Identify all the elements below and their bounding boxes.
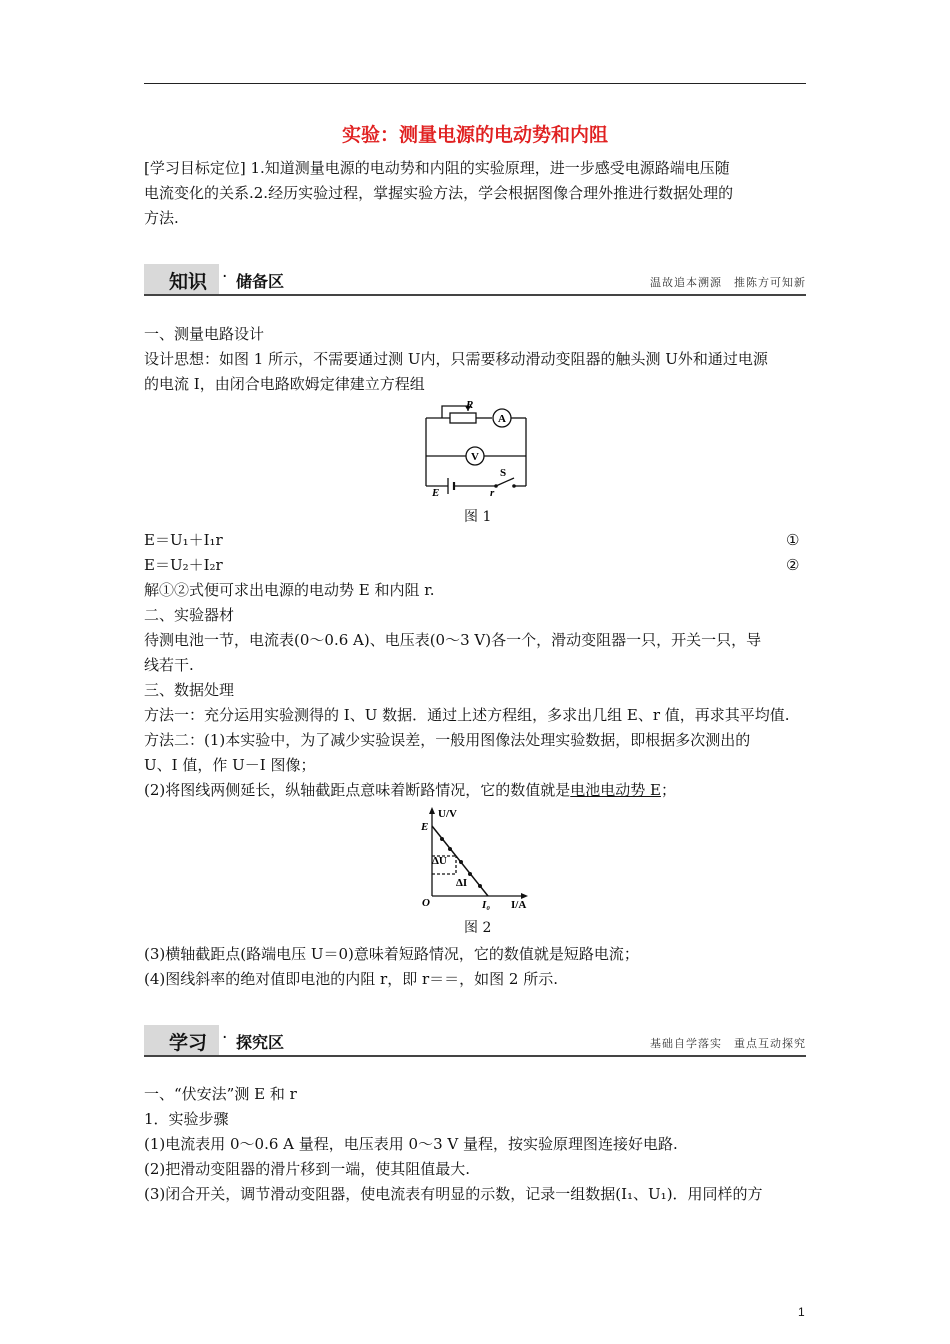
method-2-line-2: U、I 值，作 U－I 图像； — [144, 756, 316, 774]
slider-wire — [442, 406, 468, 418]
step-2-end: ； — [660, 781, 676, 799]
equation-1: E＝U₁＋I₁r — [144, 531, 223, 549]
paragraph-equipment-2: 线若干. — [144, 656, 194, 674]
section-header-slogan: 温故追本溯源 推陈方可知新 — [650, 276, 806, 289]
figure-2-caption: 图 2 — [464, 920, 492, 936]
page-title: 实验：测量电源的电动势和内阻 — [341, 124, 608, 146]
section-header-dot: · — [222, 267, 228, 287]
section-header-knowledge — [144, 264, 806, 296]
paragraph-solve: 解①②式便可求出电源的电动势 E 和内阻 r. — [144, 581, 435, 599]
switch-contact — [494, 484, 498, 488]
section-header-study — [144, 1025, 806, 1057]
heading-equipment: 二、实验器材 — [144, 606, 235, 624]
equation-1-number: ① — [786, 531, 800, 549]
step-2-underlined: 电池电动势 E — [570, 781, 661, 799]
data-point — [448, 847, 452, 851]
paragraph-design-2: 的电流 I，由闭合电路欧姆定律建立方程组 — [144, 375, 425, 393]
page-number: 1 — [798, 1305, 805, 1319]
intro-line-3: 方法. — [144, 209, 179, 227]
switch-lever — [496, 478, 514, 486]
label-A: A — [498, 413, 506, 425]
heading-steps: 1．实验步骤 — [144, 1110, 229, 1128]
y-axis-label: U/V — [438, 808, 457, 820]
intro-line-1: [学习目标定位] 1.知道测量电源的电动势和内阻的实验原理，进一步感受电源路端电压随 — [144, 159, 730, 177]
heading-data-processing: 三、数据处理 — [144, 681, 235, 699]
section-header-rule — [144, 294, 806, 296]
x-axis-label: I/A — [511, 899, 527, 911]
heading-voltammetry: 一、“伏安法”测 E 和 r — [144, 1085, 297, 1103]
section-header-dot: · — [222, 1028, 228, 1048]
label-R: R — [466, 399, 474, 411]
section-header-main: 知识 — [169, 271, 208, 293]
label-I0: I₀ — [482, 899, 491, 911]
equation-2-number: ② — [786, 556, 800, 574]
label-r: r — [490, 487, 495, 499]
paragraph-design-1: 设计思想：如图 1 所示，不需要通过测 U内，只需要移动滑动变阻器的触头测 U外和通过电源 — [144, 350, 768, 368]
heading-circuit-design: 一、测量电路设计 — [144, 325, 265, 343]
data-point — [459, 860, 463, 864]
section-header-sub: 储备区 — [236, 272, 285, 291]
switch-contact — [512, 484, 516, 488]
section-header-sub: 探究区 — [236, 1033, 285, 1052]
label-V: V — [471, 451, 479, 463]
label-delta-U: ΔU — [432, 855, 447, 867]
intro-line-2: 电流变化的关系.2.经历实验过程，掌握实验方法，学会根据图像合理外推进行数据处理的 — [144, 184, 734, 202]
method-2-step-2 — [144, 778, 676, 802]
data-point — [440, 837, 444, 841]
equation-2: E＝U₂＋I₂r — [144, 556, 223, 574]
step-2-text: (2)将图线两侧延长，纵轴截距点意味着断路情况，它的数值就是 — [144, 781, 571, 799]
section-header-rule — [144, 1055, 806, 1057]
method-2-line-1: 方法二：(1)本实验中，为了减少实验误差，一般用图像法处理实验数据，即根据多次测出的 — [144, 731, 751, 749]
step-3: (3)闭合开关，调节滑动变阻器，使电流表有明显的示数，记录一组数据(I₁、U₁)．用同样的方 — [144, 1185, 763, 1203]
method-1: 方法一：充分运用实验测得的 I、U 数据．通过上述方程组，多求出几组 E、r 值，再求其平均值. — [144, 706, 790, 724]
figure-1-caption: 图 1 — [464, 509, 492, 525]
label-E: E — [432, 487, 440, 499]
label-E: E — [421, 821, 429, 833]
y-axis-arrow — [429, 807, 435, 814]
step-1: (1)电流表用 0～0.6 A 量程，电压表用 0～3 V 量程，按实验原理图连接好电路. — [144, 1135, 678, 1153]
label-S: S — [500, 467, 507, 479]
rheostat-symbol — [450, 413, 476, 423]
section-header-slogan: 基础自学落实 重点互动探究 — [650, 1037, 806, 1050]
data-point — [468, 872, 472, 876]
step-2: (2)把滑动变阻器的滑片移到一端，使其阻值最大. — [144, 1160, 471, 1178]
label-delta-I: ΔI — [456, 877, 468, 889]
label-O: O — [422, 897, 430, 909]
paragraph-equipment-1: 待测电池一节，电流表(0～0.6 A)、电压表(0～3 V)各一个，滑动变阻器一只，开关一只，导 — [144, 631, 762, 649]
ui-graph — [418, 804, 534, 912]
header-rule — [144, 83, 806, 84]
data-point — [478, 884, 482, 888]
method-2-step-3: (3)横轴截距点(路端电压 U＝0)意味着短路情况，它的数值就是短路电流； — [144, 945, 639, 963]
method-2-step-4: (4)图线斜率的绝对值即电池的内阻 r，即 r＝＝，如图 2 所示. — [144, 970, 558, 988]
section-header-main: 学习 — [169, 1032, 208, 1054]
circuit-diagram — [418, 398, 534, 500]
